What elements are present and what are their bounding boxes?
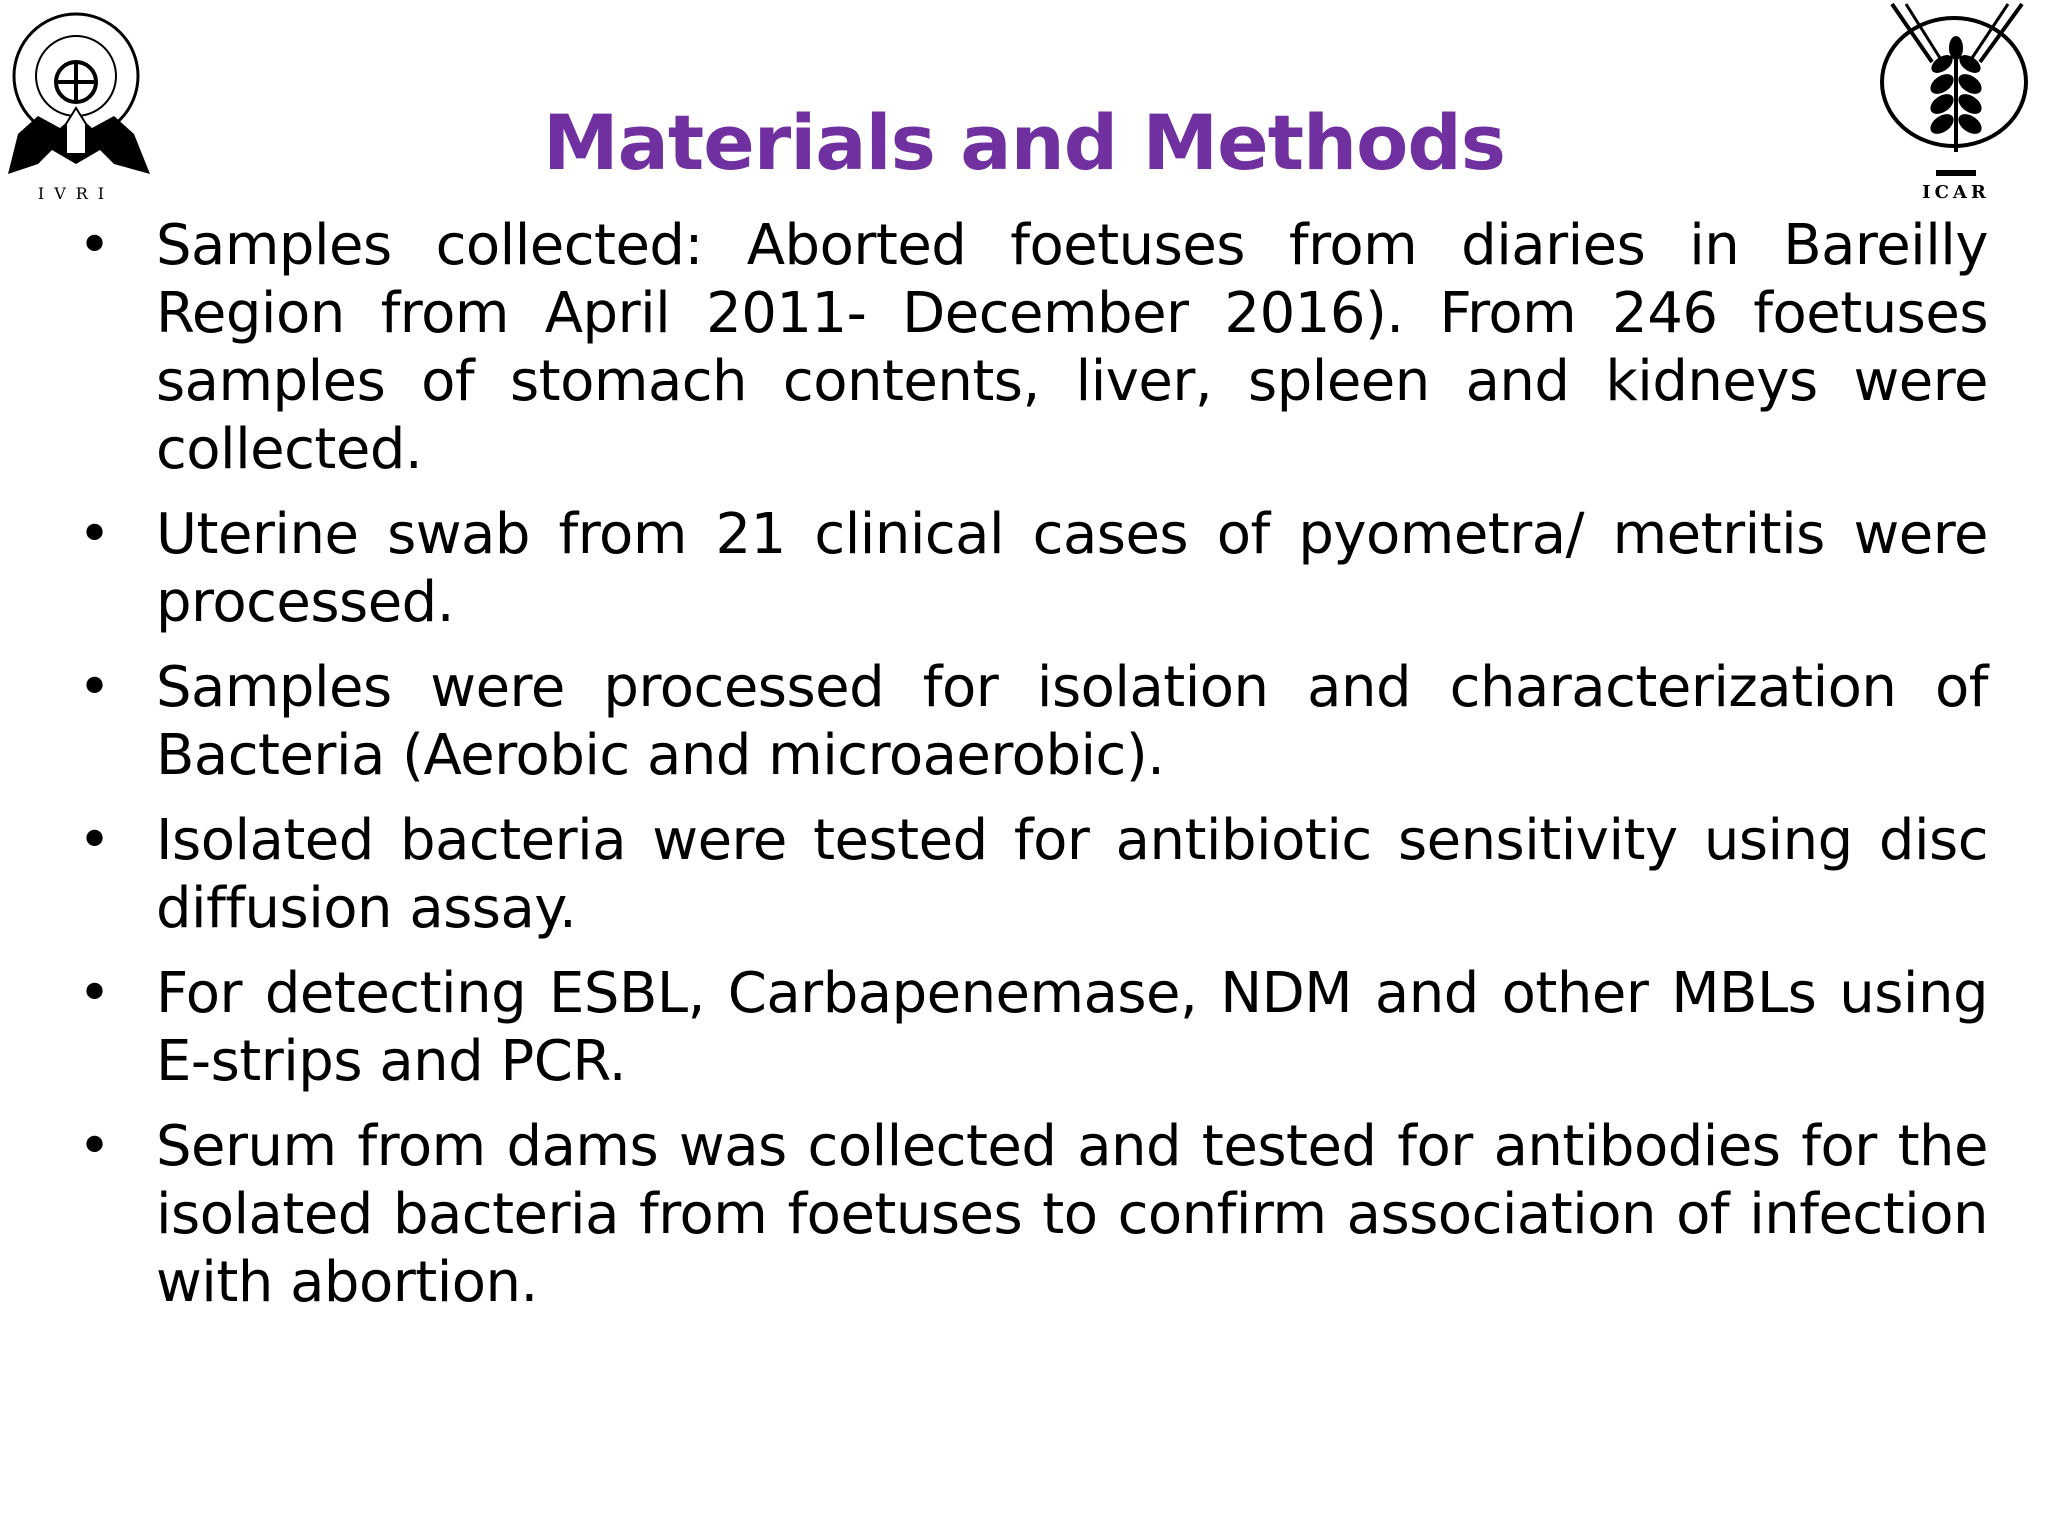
- bullet-icon: •: [78, 502, 111, 567]
- bullet-item: [72, 960, 1988, 1096]
- bullet-icon: •: [78, 808, 111, 873]
- bullet-item: [72, 654, 1988, 790]
- bullet-icon: •: [78, 213, 111, 278]
- icar-logo-caption: ICAR: [1922, 182, 1990, 202]
- bullet-text: Samples were processed for isolation and characterization of Bacteria (Aerobic and microaerobic).: [156, 655, 1988, 788]
- bullet-item: [72, 807, 1988, 943]
- bullet-text: For detecting ESBL, Carbapenemase, NDM and other MBLs using E-strips and PCR.: [156, 961, 1988, 1094]
- bullet-text: Uterine swab from 21 clinical cases of pyometra/ metritis were processed.: [156, 502, 1988, 635]
- bullet-item: [72, 501, 1988, 637]
- bullet-item: [72, 1113, 1988, 1317]
- bullet-text: Samples collected: Aborted foetuses from diaries in Bareilly Region from April 2011- December 2016). From 246 foetuses samples of stomach contents, liver, spleen and kidneys were collected.: [156, 213, 1988, 482]
- bullet-icon: •: [78, 961, 111, 1026]
- ivri-logo-caption: IVRI: [37, 184, 115, 202]
- bullet-text: Serum from dams was collected and tested for antibodies for the isolated bacteria from foetuses to confirm association of infection with abortion.: [156, 1114, 1988, 1315]
- bullet-icon: •: [78, 1114, 111, 1179]
- bullet-list: [72, 212, 1988, 1334]
- bullet-text: Isolated bacteria were tested for antibiotic sensitivity using disc diffusion assay.: [156, 808, 1988, 941]
- slide-title: Materials and Methods: [542, 98, 1506, 187]
- bullet-item: [72, 212, 1988, 484]
- bullet-icon: •: [78, 655, 111, 720]
